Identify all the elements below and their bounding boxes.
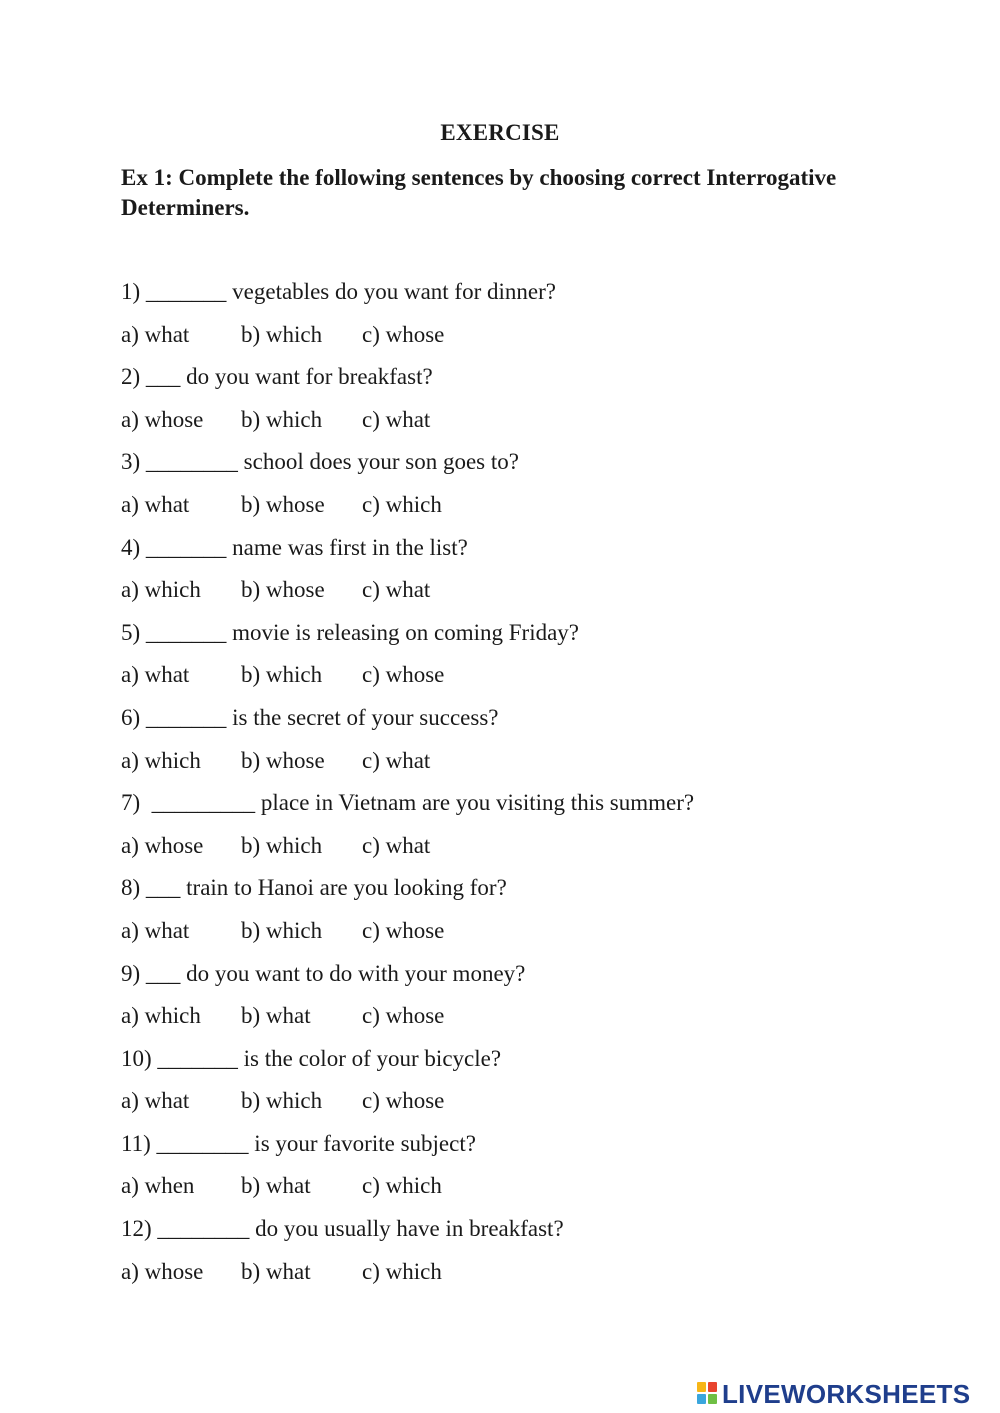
option-a[interactable]: a) which <box>121 577 201 603</box>
question-text: 3) ________ school does your son goes to? <box>121 449 519 475</box>
question-item <box>121 447 921 532</box>
question-text: 5) _______ movie is releasing on coming Friday? <box>121 619 580 645</box>
question-item <box>121 533 921 618</box>
answer-options <box>121 660 921 703</box>
answer-options <box>121 405 921 448</box>
logo-text: LIVEWORKSHEETS <box>722 1378 971 1409</box>
option-c[interactable]: c) what <box>362 577 431 603</box>
option-b[interactable]: b) whose <box>241 491 325 517</box>
question-item <box>121 362 921 447</box>
liveworksheets-logo-icon <box>697 1382 719 1406</box>
answer-options <box>121 575 921 618</box>
answer-options <box>121 1001 921 1044</box>
question-item <box>121 788 921 873</box>
option-a[interactable]: a) what <box>121 917 190 943</box>
option-b[interactable]: b) which <box>241 1088 323 1114</box>
liveworksheets-logo[interactable] <box>697 1378 970 1410</box>
option-c[interactable]: c) what <box>362 406 431 432</box>
question-text: 1) _______ vegetables do you want for dinner? <box>121 279 556 304</box>
question-item <box>121 1214 921 1299</box>
option-c[interactable]: c) what <box>362 832 431 858</box>
exercise-instruction: Ex 1: Complete the following sentences by choosing correct Interrogative Determiners. <box>121 165 837 220</box>
option-c[interactable]: c) whose <box>362 1003 445 1029</box>
option-b[interactable]: b) which <box>241 406 323 432</box>
question-item <box>121 873 921 958</box>
question-text: 12) ________ do you usually have in breakfast? <box>121 1216 564 1242</box>
option-c[interactable]: c) which <box>362 1258 442 1284</box>
option-b[interactable]: b) what <box>241 1173 311 1199</box>
option-a[interactable]: a) whose <box>121 406 204 432</box>
option-c[interactable]: c) whose <box>362 321 445 347</box>
answer-options <box>121 916 921 959</box>
option-c[interactable]: c) which <box>362 1173 442 1199</box>
answer-options <box>121 320 921 363</box>
answer-options <box>121 490 921 533</box>
question-text: 2) ___ do you want for breakfast? <box>121 364 433 390</box>
option-b[interactable]: b) what <box>241 1258 311 1284</box>
option-b[interactable]: b) which <box>241 662 323 688</box>
option-c[interactable]: c) which <box>362 491 442 517</box>
answer-options <box>121 746 921 789</box>
option-c[interactable]: c) what <box>362 747 431 773</box>
option-a[interactable]: a) which <box>121 1003 201 1029</box>
option-a[interactable]: a) what <box>121 662 190 688</box>
option-b[interactable]: b) whose <box>241 577 325 603</box>
option-b[interactable]: b) which <box>241 917 323 943</box>
option-a[interactable]: a) whose <box>121 1258 204 1284</box>
option-b[interactable]: b) whose <box>241 747 325 773</box>
option-a[interactable]: a) when <box>121 1173 195 1199</box>
option-b[interactable]: b) what <box>241 1003 311 1029</box>
question-item <box>121 277 921 362</box>
option-a[interactable]: a) whose <box>121 832 204 858</box>
question-text: 9) ___ do you want to do with your money? <box>121 960 526 986</box>
question-item <box>121 618 921 703</box>
question-list <box>121 277 921 1299</box>
answer-options <box>121 1171 921 1214</box>
option-b[interactable]: b) which <box>241 321 323 347</box>
question-text: 7) _________ place in Vietnam are you visiting this summer? <box>121 790 695 816</box>
option-a[interactable]: a) what <box>121 491 190 517</box>
question-item <box>121 1044 921 1129</box>
answer-options <box>121 831 921 874</box>
page-title: EXERCISE <box>440 120 560 145</box>
answer-options <box>121 1257 921 1300</box>
option-a[interactable]: a) what <box>121 1088 190 1114</box>
option-b[interactable]: b) which <box>241 832 323 858</box>
question-text: 11) ________ is your favorite subject? <box>121 1130 476 1156</box>
question-item <box>121 959 921 1044</box>
question-text: 4) _______ name was first in the list? <box>121 534 468 560</box>
question-text: 10) _______ is the color of your bicycle? <box>121 1045 502 1071</box>
option-a[interactable]: a) which <box>121 747 201 773</box>
answer-options <box>121 1086 921 1129</box>
option-c[interactable]: c) whose <box>362 1088 445 1114</box>
option-c[interactable]: c) whose <box>362 662 445 688</box>
option-c[interactable]: c) whose <box>362 917 445 943</box>
question-text: 6) _______ is the secret of your success? <box>121 704 499 730</box>
question-text: 8) ___ train to Hanoi are you looking for? <box>121 875 507 901</box>
option-a[interactable]: a) what <box>121 321 190 347</box>
question-item <box>121 703 921 788</box>
question-item <box>121 1129 921 1214</box>
